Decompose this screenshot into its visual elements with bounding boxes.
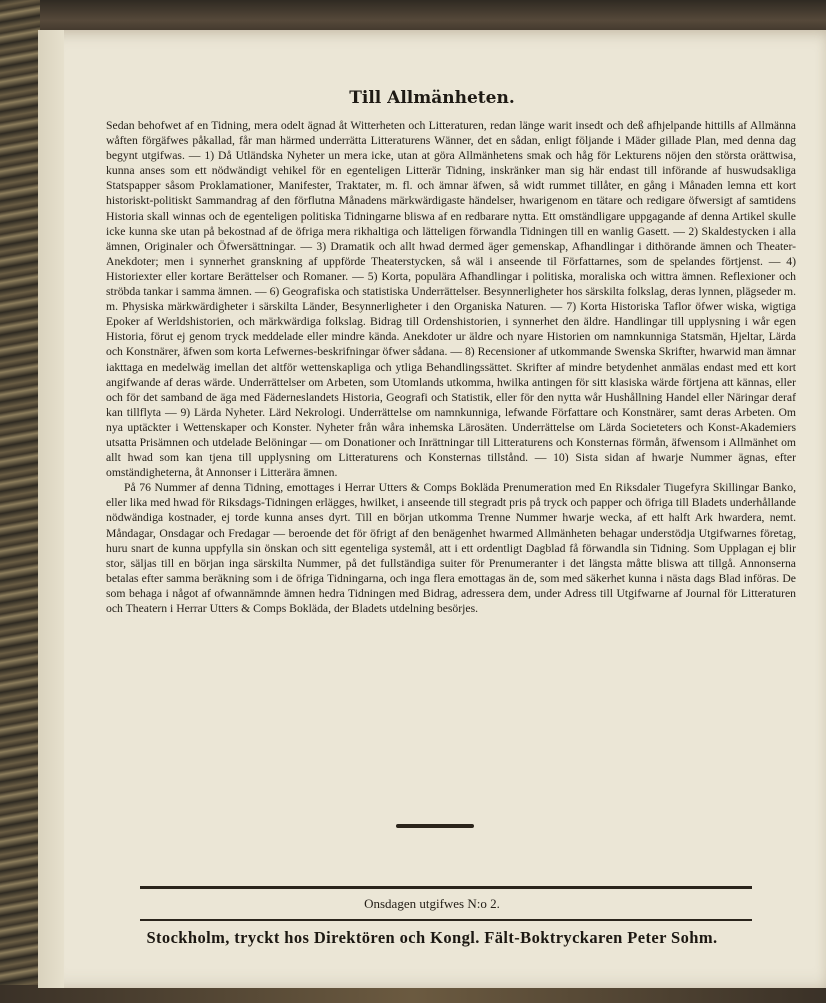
- page-gutter-shadow: [38, 30, 64, 988]
- next-issue-notice: Onsdagen utgifwes N:o 2.: [364, 896, 500, 911]
- page-title: Till Allmänheten.: [349, 88, 515, 108]
- section-divider-ornament: [396, 824, 474, 828]
- book-cover-marbled-edge: [0, 0, 40, 1003]
- top-rule: [140, 886, 752, 889]
- book-cover-top-edge: [0, 0, 826, 34]
- paragraph-plan: Sedan behofwet af en Tidning, mera odelt ägnad åt Witterheten och Litteraturen, redan länge warit insedt och deß afhjelpande hittills af Allmänna wåften förgäfwes påkallad, får man härmed underrätta Litteraturens Wänner, det en sådan, enligt följande i Mäder gillade Plan, med denna dag begynt utgifwas. — 1) Då Utländska Nyheter un mera icke, utan at göra Allmänhetens smak och håg för Lekturens nöjen den största orättwisa, kunna anses som ett nödwändigt vehikel för en egenteligen Litterär Tidning, inskränker man sig här endast till införande af huswudsakliga Statspapper såsom Proklamationer, Manifester, Traktater, m. fl. och ämnar äfwen, så widt rummet tillåter, en gång i Månaden lemna ett kort historiskt-politiskt Sammandrag af den förflutna Månadens märkwärdigaste händelser, hwarigenom en tätare och redigare öfwersigt af samtidens Historia skall winnas och de egenteligen politiska Tidningarne bliswa af en redbarare nytta. Ett omständligare uppgagande af denna Artikel skulle icke kunna ske utan på bekostnad af de öfriga mera rikhaltiga och lätteligen förwandla Tidningen till en wanlig Gasett. — 2) Skaldestycken i alla ämnen, Originaler och Öfwersättningar. — 3) Dramatik och allt hwad dermed äger gemenskap, Afhandlingar i dithörande ämnen och Theater-Anekdoter; men i synnerhet granskning af uppförde Theaterstycken, så wäl i anseende til Författarnes, som de spelandes förtjenst. — 4) Historiexter eller kortare Berättelser och Romaner. — 5) Korta, populära Afhandlingar i politiska, moraliska och wittra ämnen. Reflexioner och ströbda tankar i samma ämnen. — 6) Geografiska och statistiska Underrättelser. Besynnerligheter hos särskilta folkslag, deras lynnen, plägseder m. m. Physiska märkwärdigheter i särskilta Länder, Besynnerligheter i den Organiska Naturen. — 7) Korta Historiska Taflor öfwer wiska, wigtiga Epoker af Werldshistorien, och märkwärdiga folkslag. Bidrag till Ordenshistorien, i synnerhet den äldre. Handlingar till upplysning i wår egen Historia, förut ej genom tryck meddelade eller mindre kända. Anekdoter ur äldre och nyare Historien om namnkunniga Statsmän, Hjeltar, Lärda och Konstnärer, äfwen som korta Lefwernes-beskrifningar öfwer sådana. — 8) Recensioner af utkommande Swenska Skrifter, hwarwid man ämnar iakttaga en medelwäg imellan det altför wettenskapliga och ytliga Behandlingssättet. Skrifter af mindre betydenhet anmälas endast med ett kort angifwande af deras wärde. Underrättelser om Arbeten, som Utomlands utkomma, hwilka antingen för sitt klasiska wärde förtjena att kännas, eller och för det samband de äga med Fäderneslandets Historia, Geografi och Statistik, eller för den nytta wår Hushållning Handel eller Näringar deraf kan tillflyta — 9) Lärda Nyheter. Lärd Nekrologi. Underrättelse om namnkunniga, lefwande Författare och Konstnärer, samt deras Arbeten. Om nya uptäckter i Wettenskaper och Konster. Nyheter från wåra inhemska Lärosäten. Underrättelse om Lärda Societeters och Konst-Akademiers utsatta Prisämnen och utdelade Belöningar — om Donationer och Inrättningar till Litteraturens och Konsternas förmån, äfwensom i Allmänhet om allt hwad som kan tjena till upplysning om Litteraturens och Konsternas tillstånd. — 10) Sista sidan af hwarje Nummer ägnas, efter omständigheterna, åt Annonser i Litterära ämnen.: [106, 119, 796, 480]
- printer-imprint: Stockholm, tryckt hos Direktören och Kongl. Fält-Boktryckaren Peter Sohm.: [146, 928, 718, 947]
- bottom-rule: [140, 919, 752, 921]
- announcement-body: [106, 118, 796, 616]
- document-page: [38, 30, 826, 988]
- paragraph-subscription: På 76 Nummer af denna Tidning, emottages i Herrar Utters & Comps Bokläda Prenumeration med En Riksdaler Tiugefyra Skillingar Banko, eller lika med hwad för Riksdags-Tidningen erlägges, hwilket, i anseende till stegradt pris på tryck och papper och öfriga till Bladets underhållande nödwändiga kostnader, ej torde kunna anses dyrt. Till en början utkomma Trenne Nummer hwarje wecka, af ett halft Ark hwardera, nemt. Måndagar, Onsdagar och Fredagar — beroende det för öfrigt af den benägenhet hwarmed Allmänheten behagar understödja Utgifwarnes företag, huru snart de kunna uppfylla sin önskan och sitt egenteliga systemål, att i ett ordentligt Dagblad få förwandla sin Tidning. Som Upplagan ej blir stor, säljas till en början inga särskilta Nummer, på det fullständiga suiter för Prenumeranter i det längsta måtte bliswa att tillgå. Annonserna betalas efter samma beräkning som i de öfriga Tidningarna, och inga flera emottagas än de, som med säkerhet kunna i nästa dags Blad införas. De som behaga i något af ofwannämnde ämnen hedra Tidningen med Bidrag, adressera dem, under Adress till Utgifwarne af Journal för Litteraturen och Theatern i Herrar Utters & Comps Bokläda, der Bladets utdelning besörjes.: [106, 481, 796, 615]
